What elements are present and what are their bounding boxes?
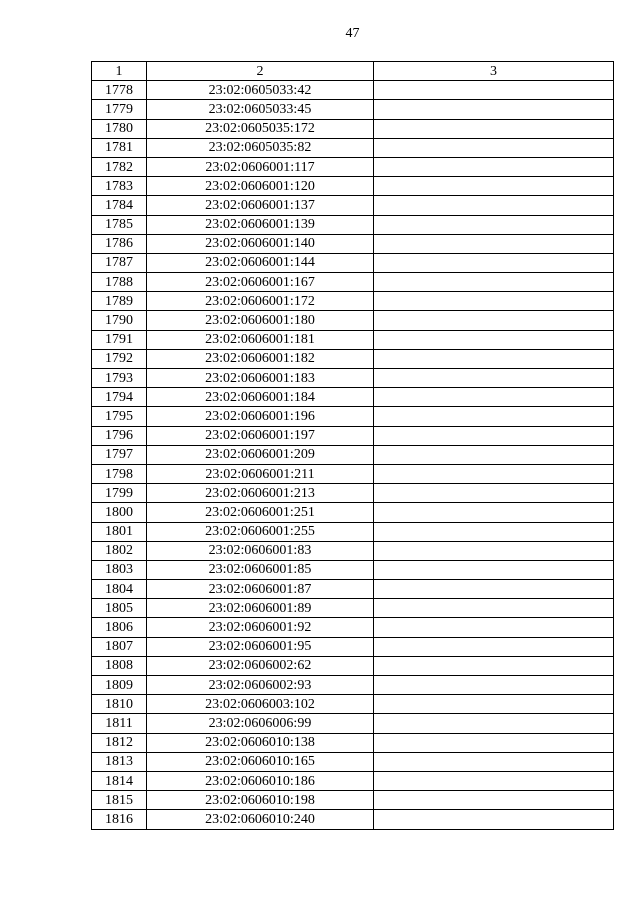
note-cell (374, 695, 614, 714)
row-number-cell: 1808 (92, 656, 147, 675)
cadastral-number-cell: 23:02:0606010:198 (147, 791, 374, 810)
registry-table (91, 61, 614, 830)
cadastral-number-cell: 23:02:0606001:117 (147, 157, 374, 176)
note-cell (374, 292, 614, 311)
row-number-cell: 1791 (92, 330, 147, 349)
cadastral-number-cell: 23:02:0606001:137 (147, 196, 374, 215)
cadastral-number-cell: 23:02:0606006:99 (147, 714, 374, 733)
table-row (92, 253, 614, 272)
table-row (92, 330, 614, 349)
table-header-row (92, 62, 614, 81)
row-number-cell: 1792 (92, 349, 147, 368)
note-cell (374, 618, 614, 637)
table-row (92, 138, 614, 157)
row-number-cell: 1783 (92, 177, 147, 196)
cadastral-number-cell: 23:02:0606010:165 (147, 752, 374, 771)
row-number-cell: 1801 (92, 522, 147, 541)
row-number-cell: 1780 (92, 119, 147, 138)
note-cell (374, 676, 614, 695)
table-row (92, 349, 614, 368)
note-cell (374, 791, 614, 810)
note-cell (374, 388, 614, 407)
row-number-cell: 1810 (92, 695, 147, 714)
table-row (92, 426, 614, 445)
table-row (92, 695, 614, 714)
note-cell (374, 407, 614, 426)
table-row (92, 580, 614, 599)
note-cell (374, 311, 614, 330)
table-row (92, 714, 614, 733)
cadastral-number-cell: 23:02:0606001:211 (147, 464, 374, 483)
table-row (92, 388, 614, 407)
note-cell (374, 157, 614, 176)
table-row (92, 810, 614, 829)
row-number-cell: 1815 (92, 791, 147, 810)
table-row (92, 100, 614, 119)
cadastral-number-cell: 23:02:0606001:196 (147, 407, 374, 426)
cadastral-number-cell: 23:02:0606010:138 (147, 733, 374, 752)
table-row (92, 81, 614, 100)
note-cell (374, 560, 614, 579)
table-row (92, 119, 614, 138)
note-cell (374, 599, 614, 618)
row-number-cell: 1793 (92, 369, 147, 388)
table-row (92, 234, 614, 253)
row-number-cell: 1787 (92, 253, 147, 272)
table-row (92, 311, 614, 330)
note-cell (374, 81, 614, 100)
cadastral-number-cell: 23:02:0606010:240 (147, 810, 374, 829)
row-number-cell: 1796 (92, 426, 147, 445)
note-cell (374, 369, 614, 388)
note-cell (374, 196, 614, 215)
row-number-cell: 1804 (92, 580, 147, 599)
table-row (92, 292, 614, 311)
cadastral-number-cell: 23:02:0606001:87 (147, 580, 374, 599)
cadastral-number-cell: 23:02:0606001:209 (147, 445, 374, 464)
note-cell (374, 484, 614, 503)
cadastral-number-cell: 23:02:0606001:172 (147, 292, 374, 311)
column-header-3: 3 (374, 62, 614, 81)
row-number-cell: 1789 (92, 292, 147, 311)
table-row (92, 771, 614, 790)
table-row (92, 407, 614, 426)
cadastral-number-cell: 23:02:0606001:92 (147, 618, 374, 637)
table-row (92, 541, 614, 560)
note-cell (374, 503, 614, 522)
note-cell (374, 733, 614, 752)
cadastral-number-cell: 23:02:0606001:139 (147, 215, 374, 234)
note-cell (374, 637, 614, 656)
table-row (92, 484, 614, 503)
note-cell (374, 234, 614, 253)
table-row (92, 560, 614, 579)
row-number-cell: 1797 (92, 445, 147, 464)
table-row (92, 733, 614, 752)
table-row (92, 196, 614, 215)
note-cell (374, 100, 614, 119)
note-cell (374, 349, 614, 368)
cadastral-number-cell: 23:02:0606001:167 (147, 273, 374, 292)
cadastral-number-cell: 23:02:0606001:140 (147, 234, 374, 253)
page-number: 47 (345, 26, 360, 41)
cadastral-number-cell: 23:02:0606001:89 (147, 599, 374, 618)
cadastral-number-cell: 23:02:0606001:251 (147, 503, 374, 522)
row-number-cell: 1781 (92, 138, 147, 157)
cadastral-number-cell: 23:02:0606001:184 (147, 388, 374, 407)
row-number-cell: 1786 (92, 234, 147, 253)
cadastral-number-cell: 23:02:0606001:120 (147, 177, 374, 196)
cadastral-number-cell: 23:02:0605035:82 (147, 138, 374, 157)
cadastral-number-cell: 23:02:0606002:62 (147, 656, 374, 675)
note-cell (374, 445, 614, 464)
cadastral-number-cell: 23:02:0606001:180 (147, 311, 374, 330)
row-number-cell: 1799 (92, 484, 147, 503)
note-cell (374, 580, 614, 599)
row-number-cell: 1794 (92, 388, 147, 407)
cadastral-number-cell: 23:02:0606001:95 (147, 637, 374, 656)
cadastral-number-cell: 23:02:0606001:144 (147, 253, 374, 272)
row-number-cell: 1805 (92, 599, 147, 618)
row-number-cell: 1803 (92, 560, 147, 579)
note-cell (374, 330, 614, 349)
row-number-cell: 1779 (92, 100, 147, 119)
table-row (92, 177, 614, 196)
note-cell (374, 714, 614, 733)
table-row (92, 791, 614, 810)
column-header-1: 1 (92, 62, 147, 81)
cadastral-number-cell: 23:02:0606010:186 (147, 771, 374, 790)
cadastral-number-cell: 23:02:0606001:182 (147, 349, 374, 368)
table-row (92, 157, 614, 176)
row-number-cell: 1802 (92, 541, 147, 560)
table-row (92, 637, 614, 656)
cadastral-number-cell: 23:02:0605035:172 (147, 119, 374, 138)
cadastral-number-cell: 23:02:0606001:85 (147, 560, 374, 579)
note-cell (374, 119, 614, 138)
row-number-cell: 1785 (92, 215, 147, 234)
table-row (92, 752, 614, 771)
row-number-cell: 1778 (92, 81, 147, 100)
table-row (92, 618, 614, 637)
cadastral-number-cell: 23:02:0606001:83 (147, 541, 374, 560)
note-cell (374, 810, 614, 829)
row-number-cell: 1795 (92, 407, 147, 426)
row-number-cell: 1807 (92, 637, 147, 656)
row-number-cell: 1798 (92, 464, 147, 483)
note-cell (374, 253, 614, 272)
row-number-cell: 1806 (92, 618, 147, 637)
note-cell (374, 215, 614, 234)
cadastral-number-cell: 23:02:0606001:213 (147, 484, 374, 503)
row-number-cell: 1811 (92, 714, 147, 733)
cadastral-number-cell: 23:02:0606001:255 (147, 522, 374, 541)
note-cell (374, 752, 614, 771)
column-header-2: 2 (147, 62, 374, 81)
row-number-cell: 1812 (92, 733, 147, 752)
row-number-cell: 1809 (92, 676, 147, 695)
table-row (92, 599, 614, 618)
row-number-cell: 1784 (92, 196, 147, 215)
table-row (92, 464, 614, 483)
row-number-cell: 1816 (92, 810, 147, 829)
table-row (92, 445, 614, 464)
note-cell (374, 273, 614, 292)
cadastral-number-cell: 23:02:0606003:102 (147, 695, 374, 714)
note-cell (374, 464, 614, 483)
note-cell (374, 656, 614, 675)
note-cell (374, 426, 614, 445)
table-row (92, 273, 614, 292)
table-row (92, 656, 614, 675)
row-number-cell: 1813 (92, 752, 147, 771)
table-row (92, 215, 614, 234)
cadastral-number-cell: 23:02:0606001:197 (147, 426, 374, 445)
row-number-cell: 1790 (92, 311, 147, 330)
note-cell (374, 177, 614, 196)
row-number-cell: 1788 (92, 273, 147, 292)
cadastral-number-cell: 23:02:0605033:42 (147, 81, 374, 100)
cadastral-number-cell: 23:02:0606001:181 (147, 330, 374, 349)
table-row (92, 676, 614, 695)
table-body (92, 62, 614, 830)
table-row (92, 503, 614, 522)
cadastral-number-cell: 23:02:0606002:93 (147, 676, 374, 695)
cadastral-number-cell: 23:02:0606001:183 (147, 369, 374, 388)
note-cell (374, 522, 614, 541)
row-number-cell: 1814 (92, 771, 147, 790)
note-cell (374, 541, 614, 560)
cadastral-number-cell: 23:02:0605033:45 (147, 100, 374, 119)
note-cell (374, 771, 614, 790)
table-row (92, 522, 614, 541)
row-number-cell: 1782 (92, 157, 147, 176)
note-cell (374, 138, 614, 157)
table-row (92, 369, 614, 388)
row-number-cell: 1800 (92, 503, 147, 522)
